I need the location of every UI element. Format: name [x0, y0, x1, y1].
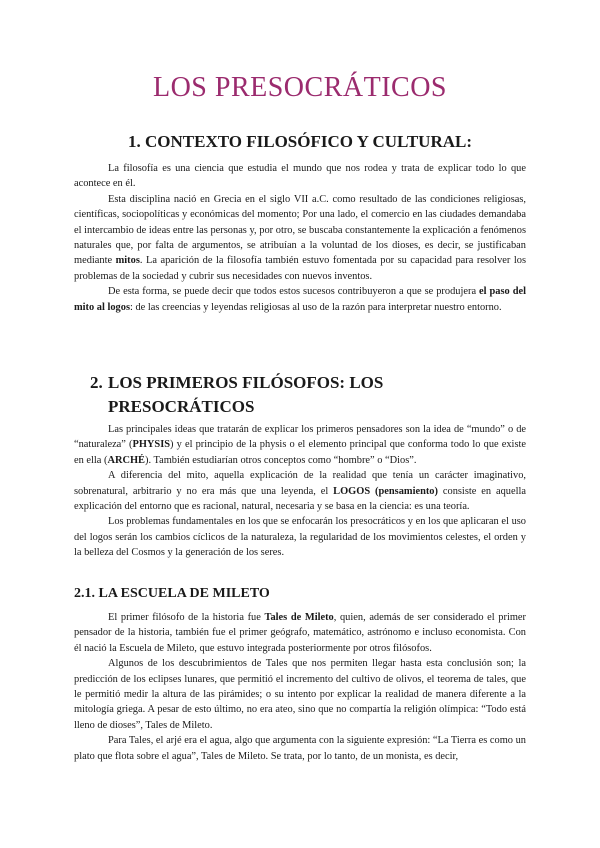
section-2-1-heading-block [74, 584, 526, 604]
text-run: : de las creencias y leyendas religiosas al uso de la razón para interpretar nuestro entorno. [130, 301, 502, 313]
section-2-number: 2. [90, 373, 103, 392]
text-run: A diferencia del mito, aquella explicación de la realidad que tenía un carácter imaginativo, sobrenatural, arbitrario y no era más que una leyenda, el [74, 470, 526, 497]
section-1-paragraph-2 [74, 192, 526, 284]
section-1-heading: 1. CONTEXTO FILOSÓFICO Y CULTURAL: [128, 132, 472, 151]
section-2-1-paragraph-3: Para Tales, el arjé era el agua, algo que argumenta con la siguiente expresión: “La Tierra es como un plato que flota sobre el agua”, Tales de Mileto. Se trata, por lo tanto, de un monista, es decir, [74, 735, 526, 762]
section-2-1-paragraph-2: Algunos de los descubrimientos de Tales que nos permiten llegar hasta esta conclusión son; la predicción de los eclipses lunares, que permitió el incremento del cultivo de olivos, el teorema de tales, que le permitió medir la altura de las pirámides; o su intento por explicar la realidad de manera diferente a la mitología griega. A pesar de esto último, no era ateo, sino que no compartía la religión olímpica: “Todo está lleno de dioses”, Tales de Mileto. [74, 658, 526, 731]
section-1-body [74, 161, 526, 315]
section-2-1-paragraph-1 [74, 610, 526, 656]
section-2-paragraph-1 [74, 422, 526, 468]
section-2-paragraph-3: Los problemas fundamentales en los que se enfocarán los presocráticos y en los que aplicaran el uso del logos serán los cambios cíclicos de la naturaleza, la regularidad de los movimientos celestes, el orden y la belleza del Cosmos y la generación de los seres. [74, 516, 526, 559]
section-2-heading [90, 371, 526, 419]
text-run: , quien, además de ser considerado el primer pensador de la historia, también fue el primer geógrafo, matemático, astrónomo e incluso economista. Con él nació la Escuela de Mileto, que estuvo integrada posteriormente por otros filósofos. [74, 612, 526, 654]
text-run: . La aparición de la filosofía también estuvo fomentada por su capacidad para resolver los problemas de la sociedad y cubrir sus necesidades con nuevos inventos. [74, 255, 526, 282]
section-2-title [108, 371, 383, 419]
section-1 [74, 130, 526, 154]
document-title: LOS PRESOCRÁTICOS [152, 72, 447, 103]
text-run: ) y el principio de la physis o el elemento principal que conforma todo lo que existe en ella ( [74, 439, 526, 466]
text-run: consiste en aquella explicación del entorno que es racional, natural, necesaria y se basa en la ciencia: es una teoría. [74, 485, 526, 513]
section-1-paragraph-1: La filosofía es una ciencia que estudia el mundo que nos rodea y trata de explicar todo lo que acontece en él. [74, 163, 526, 190]
text-run: Las principales ideas que tratarán de explicar los primeros pensadores son la idea de “mundo” o de “naturaleza” ( [74, 424, 526, 451]
text-run: El primer filósofo de la historia fue [108, 612, 265, 623]
bold-term-physis: PHYSIS [132, 439, 171, 451]
bold-term-arche: ARCHÉ [107, 454, 145, 466]
bold-term-tales: Tales de Mileto [264, 612, 334, 623]
section-2-title-line-2: PRESOCRÁTICOS [108, 397, 255, 416]
section-1-paragraph-3 [74, 284, 526, 315]
text-run: De esta forma, se puede decir que todos estos sucesos contribuyeron a que se produjera [108, 286, 480, 298]
section-2-1-heading: 2.1. LA ESCUELA DE MILETO [74, 586, 270, 601]
bold-term-mito-logos: el paso del mito al logos [74, 286, 526, 313]
bold-term-logos: LOGOS (pensamiento) [333, 485, 438, 497]
text-run: Esta disciplina nació en Grecia en el siglo VII a.C. como resultado de las condiciones religiosas, científicas, sociopolíticas y económicas del momento; Por una lado, el comercio en las ciudades demandaba el intercambio de ideas entre las personas y, por otro, se buscaba constantemente la explicación a fenómenos naturales que, por falta de argumentos, se atribuían a la voluntad de los dioses, es decir, se justificaban mediante [74, 193, 526, 267]
bold-term-mitos: mitos [115, 255, 140, 267]
section-2-body [74, 422, 526, 561]
section-2-heading-block [90, 371, 526, 419]
section-2-1-body [74, 610, 526, 764]
text-run: ). También estudiarían otros conceptos como “hombre” o “Dios”. [145, 454, 417, 466]
section-2-title-line-1: LOS PRIMEROS FILÓSOFOS: LOS [108, 373, 384, 392]
section-2-paragraph-2 [74, 468, 526, 514]
